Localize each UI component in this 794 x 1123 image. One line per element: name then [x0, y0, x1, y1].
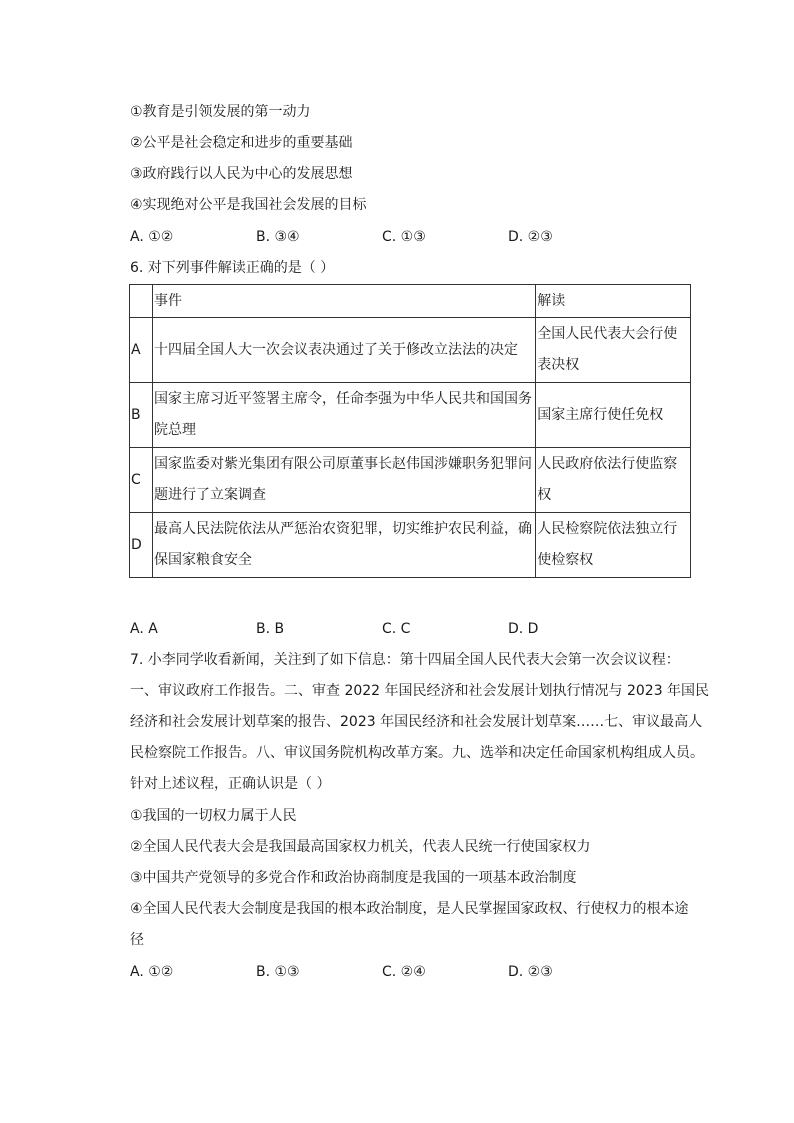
event-text: 最高人民法院依法从严惩治农资犯罪，切实维护农民利益，确: [153, 521, 532, 537]
q5-statement-1: ①教育是引领发展的第一动力: [130, 104, 311, 120]
q7-stem-line-4: 民检察院工作报告。八、审议国务院机构改革方案。九、选举和决定任命国家机构组成人员。: [130, 745, 704, 761]
q7-statement-2: ②全国人民代表大会是我国最高国家权力机关，代表人民统一行使国家权力: [130, 839, 591, 855]
q5-statement-4: ④实现绝对公平是我国社会发展的目标: [130, 197, 367, 213]
q5-option-b: B. ③④: [256, 229, 300, 245]
row-label: C: [130, 448, 153, 513]
q6-option-c: C. C: [382, 621, 411, 637]
interpretation-text: 使检察权: [537, 552, 594, 568]
q5-option-d: D. ②③: [508, 229, 553, 245]
q7-stem-line-1: 7. 小李同学收看新闻，关注到了如下信息：第十四届全国人民代表大会第一次会议议程：: [130, 652, 680, 668]
event-text: 院总理: [153, 422, 196, 438]
interpretation-text: 国家主席行使任免权: [537, 406, 664, 423]
interpretation-cell: [536, 318, 691, 383]
event-cell: [152, 513, 535, 578]
table-row: [130, 318, 691, 383]
interpretation-cell: [536, 383, 691, 448]
q6-option-d: D. D: [508, 621, 539, 637]
interpretation-cell: [536, 448, 691, 513]
interpretation-cell: [536, 513, 691, 578]
q7-statement-4-cont: 径: [130, 932, 144, 948]
header-cell-interpretation: 解读: [536, 285, 691, 318]
header-cell-event: 事件: [152, 285, 535, 318]
row-label: A: [130, 318, 153, 383]
q7-stem-line-3: 经济和社会发展计划草案的报告、2023 年国民经济和社会发展计划草案……七、审议最高人: [130, 714, 703, 730]
header-cell-label: [130, 285, 153, 318]
event-text: 保国家粮食安全: [153, 552, 252, 568]
interpretation-text: 人民政府依法行使监察: [537, 456, 678, 472]
event-text: 国家监委对紫光集团有限公司原董事长赵伟国涉嫌职务犯罪问: [153, 456, 532, 472]
q5-statement-2: ②公平是社会稳定和进步的重要基础: [130, 135, 353, 151]
q7-statement-4: ④全国人民代表大会制度是我国的根本政治制度，是人民掌握国家政权、行使权力的根本途: [130, 901, 689, 917]
row-label: D: [130, 513, 153, 578]
interpretation-text: 表决权: [537, 357, 580, 373]
q7-option-d: D. ②③: [508, 964, 553, 980]
event-text: 国家主席习近平签署主席令，任命李强为中华人民共和国国务: [153, 391, 532, 407]
q5-option-c: C. ①③: [382, 229, 426, 245]
q7-option-b: B. ①③: [256, 964, 300, 980]
table-header-row: [130, 285, 691, 318]
interpretation-text: 权: [537, 487, 552, 503]
event-text: 十四届全国人大一次会议表决通过了关于修改立法法的决定: [153, 341, 518, 358]
table-row: [130, 383, 691, 448]
q7-option-c: C. ②④: [382, 964, 426, 980]
q5-statement-3: ③政府践行以人民为中心的发展思想: [130, 166, 353, 182]
q6-stem: 6. 对下列事件解读正确的是（ ）: [130, 260, 335, 276]
row-label: B: [130, 383, 153, 448]
event-cell: [152, 448, 535, 513]
q7-statement-1: ①我国的一切权力属于人民: [130, 808, 297, 824]
interpretation-text: 人民检察院依法独立行: [537, 521, 678, 537]
q6-events-table: [129, 284, 691, 578]
event-cell: [152, 318, 535, 383]
q6-option-b: B. B: [256, 621, 285, 637]
q5-options: [130, 227, 690, 247]
q7-statement-3: ③中国共产党领导的多党合作和政治协商制度是我国的一项基本政治制度: [130, 870, 577, 886]
table-row: [130, 513, 691, 578]
q7-options: [130, 962, 690, 982]
event-cell: [152, 383, 535, 448]
interpretation-text: 全国人民代表大会行使: [537, 326, 678, 342]
q6-option-a: A. A: [130, 621, 158, 637]
q7-stem-line-5: 针对上述议程，正确认识是（ ）: [130, 776, 331, 792]
table-row: [130, 448, 691, 513]
event-text: 题进行了立案调查: [153, 487, 266, 503]
q7-stem-line-2: 一、审议政府工作报告。二、审查 2022 年国民经济和社会发展计划执行情况与 2023 年国民: [130, 683, 710, 699]
q6-options: [130, 619, 690, 639]
q7-option-a: A. ①②: [130, 964, 174, 980]
q5-option-a: A. ①②: [130, 229, 174, 245]
